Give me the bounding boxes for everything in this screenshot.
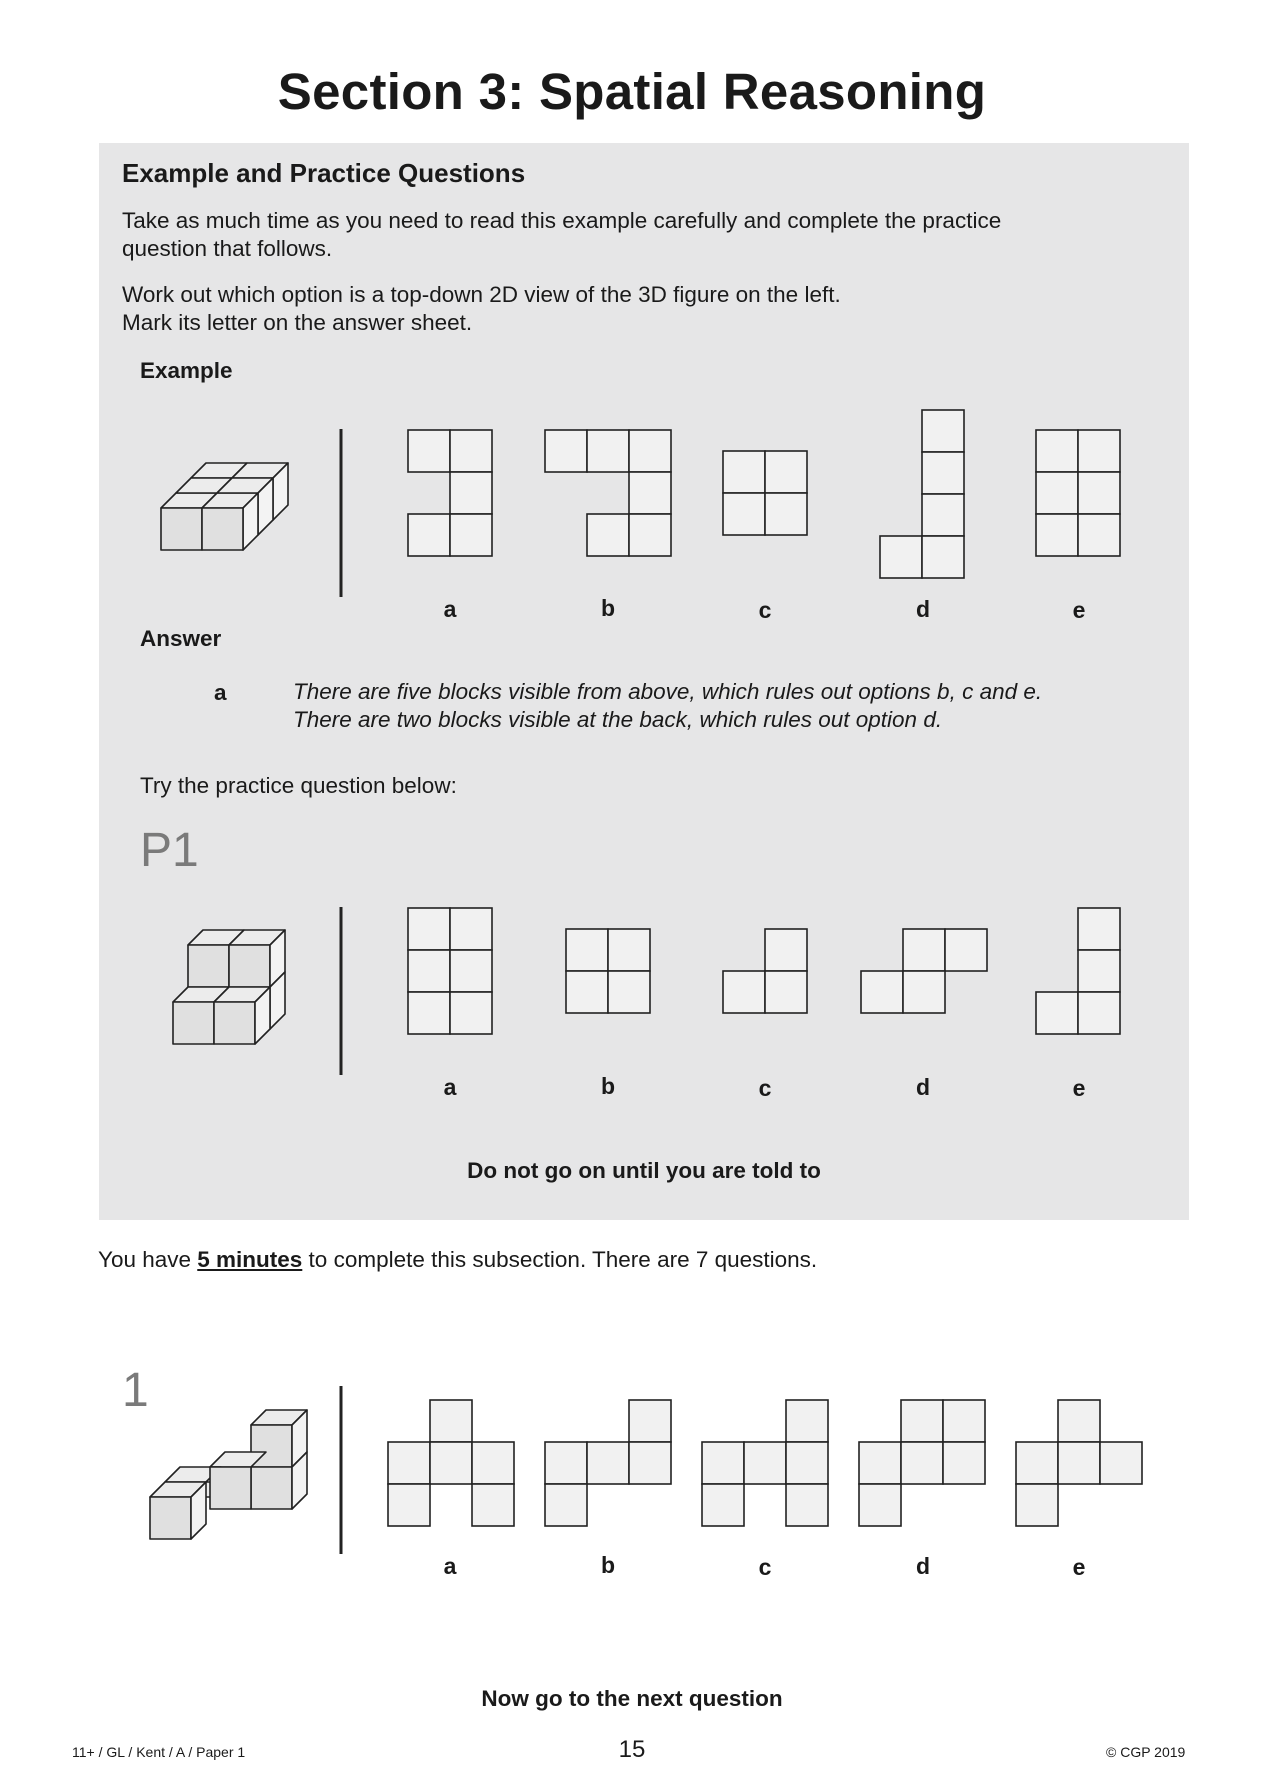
practice-number: P1 <box>140 824 199 877</box>
stop-notice: Do not go on until you are told to <box>467 1158 821 1183</box>
practice-option-c-label[interactable]: c <box>758 1075 772 1101</box>
answer-line: There are five blocks visible from above, which rules out options b, c and e. <box>293 679 1043 704</box>
intro-line: Take as much time as you need to read this example carefully and complete the practice <box>122 208 1002 233</box>
practice-option-b <box>566 929 650 1013</box>
example-option-c <box>723 451 807 535</box>
practice-3d-figure <box>173 930 285 1044</box>
example-option-e-label[interactable]: e <box>1072 597 1086 623</box>
panel-heading: Example and Practice Questions <box>122 158 526 188</box>
question1-option-d-label[interactable]: d <box>915 1553 931 1579</box>
answer-label: Answer <box>140 626 222 651</box>
question1-option-c-label[interactable]: c <box>758 1554 772 1580</box>
question1-3d-figure <box>150 1410 307 1539</box>
question1-option-b <box>545 1400 671 1526</box>
practice-option-c <box>723 929 807 1013</box>
try-text: Try the practice question below: <box>140 773 457 798</box>
example-option-a <box>408 430 492 556</box>
example-option-d <box>880 410 964 578</box>
practice-option-a <box>408 908 492 1034</box>
question-number: 1 <box>122 1364 149 1417</box>
practice-option-b-label[interactable]: b <box>600 1073 616 1099</box>
question1-option-b-label[interactable]: b <box>600 1552 616 1578</box>
intro-line: question that follows. <box>122 236 333 261</box>
answer-explanation <box>293 678 1042 734</box>
example-option-c-label[interactable]: c <box>758 597 772 623</box>
intro-line: Mark its letter on the answer sheet. <box>122 310 473 335</box>
answer-line: There are two blocks visible at the back, which rules out option d. <box>293 707 943 732</box>
example-3d-figure <box>161 463 288 550</box>
example-option-b <box>545 430 671 556</box>
practice-option-d <box>861 929 987 1013</box>
example-option-a-label[interactable]: a <box>443 596 457 622</box>
question1-option-e <box>1016 1400 1142 1526</box>
practice-option-d-label[interactable]: d <box>915 1074 931 1100</box>
time-instructions <box>98 1246 817 1274</box>
page-title: Section 3: Spatial Reasoning <box>277 63 987 120</box>
question1-option-a-label[interactable]: a <box>443 1553 457 1579</box>
intro-line: Work out which option is a top-down 2D view of the 3D figure on the left. <box>122 282 841 307</box>
answer-letter: a <box>214 680 227 705</box>
example-option-d-label[interactable]: d <box>915 596 931 622</box>
instructions-after: to complete this subsection. There are 7 questions. <box>302 1247 818 1272</box>
page-number: 15 <box>618 1736 646 1763</box>
instructions-before: You have <box>98 1247 198 1272</box>
example-label: Example <box>140 358 233 383</box>
question1-option-c <box>702 1400 828 1526</box>
footer-copyright: © CGP 2019 <box>1106 1744 1186 1760</box>
time-limit: 5 minutes <box>197 1247 303 1272</box>
example-option-e <box>1036 430 1120 556</box>
example-option-b-label[interactable]: b <box>600 595 616 621</box>
practice-option-a-label[interactable]: a <box>443 1074 457 1100</box>
practice-option-e <box>1036 908 1120 1034</box>
next-question-notice: Now go to the next question <box>481 1686 783 1711</box>
question1-option-e-label[interactable]: e <box>1072 1554 1086 1580</box>
practice-option-e-label[interactable]: e <box>1072 1075 1086 1101</box>
question1-option-d <box>859 1400 985 1526</box>
question1-option-a <box>388 1400 514 1526</box>
footer-paper-code: 11+ / GL / Kent / A / Paper 1 <box>72 1744 246 1760</box>
